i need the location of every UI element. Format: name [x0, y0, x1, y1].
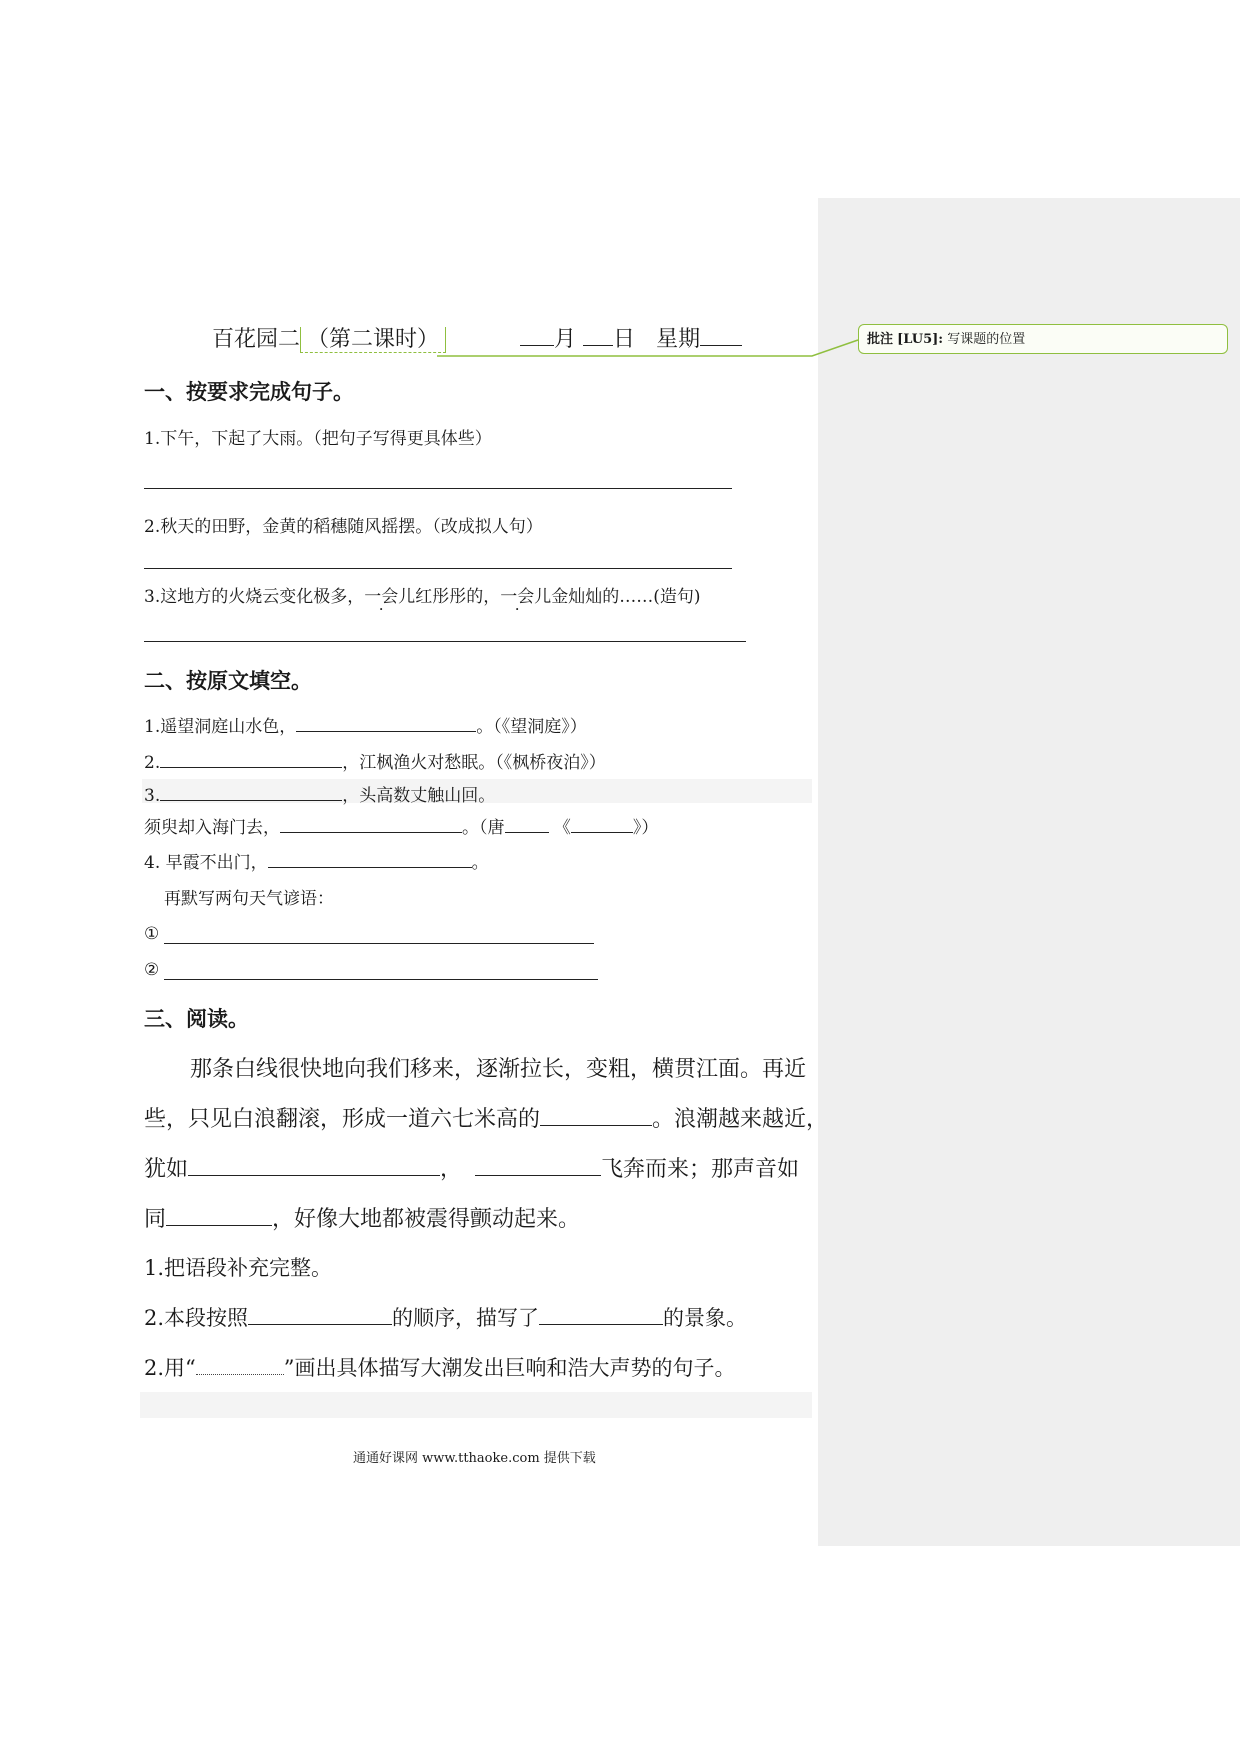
s2-q2-post: ，江枫渔火对愁眠。（《枫桥夜泊》）: [342, 753, 606, 773]
footer-text: 通通好课网 www.tthaoke.com 提供下载: [353, 1451, 596, 1466]
s2-question-3: [144, 781, 495, 806]
s2-q3-blank[interactable]: [160, 799, 342, 801]
day-label: 日: [613, 327, 636, 352]
s2-q1-pre: 1.遥望洞庭山水色，: [144, 717, 297, 737]
s2-q4-pre: 4. 早霞不出门，: [144, 853, 268, 873]
weekday-blank[interactable]: [700, 344, 742, 346]
s1-question-1: 1.下午，下起了大雨。（把句子写得更具体些）: [144, 429, 492, 449]
s3-q2c: 的景象。: [663, 1306, 748, 1330]
section2-heading: 二、按原文填空。: [144, 669, 312, 693]
s3-question-1: 1.把语段补充完整。: [144, 1256, 333, 1280]
s2-question-4: [144, 848, 489, 873]
s2-circle-2: ②: [144, 960, 160, 980]
comment-text: 写课题的位置: [947, 332, 1026, 347]
s2-q3b-close: 》）: [632, 818, 659, 838]
s2-proverb-line-1[interactable]: [164, 943, 594, 944]
s1-question-3: [144, 582, 701, 607]
s1-q3-emphasis-1: 一会: [364, 587, 399, 607]
s2-q4-blank[interactable]: [268, 866, 472, 868]
s3-question-2: [144, 1302, 747, 1332]
s2-proverb-line-2[interactable]: [164, 979, 598, 980]
weekday-label: 星期: [656, 327, 701, 352]
s3-q3a: 2.用“: [144, 1356, 196, 1380]
s3-q2b: 的顺序，描写了: [392, 1306, 540, 1330]
comment-label: 批注: [867, 332, 894, 347]
s1-answer-line-3[interactable]: [144, 641, 746, 642]
passage-3a: 犹如: [144, 1157, 189, 1182]
passage-line-1: 那条白线很快地向我们移来，逐渐拉长，变粗，横贯江面。再近: [190, 1057, 807, 1082]
s2-author-blank[interactable]: [505, 831, 549, 833]
passage-4a: 同: [144, 1207, 167, 1232]
s3-q2-blank-2[interactable]: [539, 1323, 663, 1325]
passage-3c: 飞奔而来；那声音如: [601, 1157, 800, 1182]
passage-2b: 。浪潮越来越近，: [652, 1107, 829, 1132]
s3-q2a: 2.本段按照: [144, 1306, 249, 1330]
s1-answer-line-1[interactable]: [144, 488, 732, 489]
passage-blank-3[interactable]: [475, 1174, 601, 1176]
s2-question-2: [144, 748, 606, 773]
passage-line-2: [144, 1102, 828, 1133]
s2-q2-blank[interactable]: [160, 766, 342, 768]
wavy-underline-sample: [196, 1368, 284, 1375]
passage-blank-2[interactable]: [188, 1174, 440, 1176]
s2-q2-pre: 2.: [144, 753, 161, 773]
month-label: 月: [554, 327, 577, 352]
passage-4b: ，好像大地都被震得颤动起来。: [272, 1207, 581, 1232]
comment-balloon[interactable]: [858, 324, 1228, 354]
s2-q3-pre: 3.: [144, 786, 161, 806]
s2-q3b-open: 《: [553, 818, 571, 838]
s2-q3b-pre: 须臾却入海门去，: [144, 818, 280, 838]
passage-line-4: [144, 1202, 580, 1233]
s1-question-2: 2.秋天的田野，金黄的稻穗随风摇摆。（改成拟人句）: [144, 517, 543, 537]
s2-q4-post: 。: [471, 853, 489, 873]
s2-poem-title-blank[interactable]: [571, 831, 633, 833]
passage-line-3: [144, 1152, 799, 1183]
s1-q3-part-c: 儿红彤彤的，: [398, 587, 501, 607]
day-blank[interactable]: [583, 344, 613, 346]
lesson-marker[interactable]: （第二课时）: [300, 327, 446, 353]
s3-q2-blank-1[interactable]: [248, 1323, 392, 1325]
s2-question-5: 再默写两句天气谚语：: [164, 889, 334, 909]
month-blank[interactable]: [520, 344, 554, 346]
s1-q3-part-e: 儿金灿灿的……(造句): [534, 587, 701, 607]
passage-blank-1[interactable]: [540, 1124, 652, 1126]
s1-answer-line-2[interactable]: [144, 568, 732, 569]
s3-q3b: ”画出具体描写大潮发出巨响和浩大声势的句子。: [283, 1356, 736, 1380]
s3-question-3: [144, 1352, 736, 1382]
s2-circle-1: ①: [144, 924, 160, 944]
passage-3b: ，: [440, 1157, 463, 1182]
s2-q3b-blank[interactable]: [280, 831, 462, 833]
passage-blank-4[interactable]: [166, 1224, 272, 1226]
passage-2a: 些，只见白浪翻滚，形成一道六七米高的: [144, 1107, 541, 1132]
s2-q3b-dynasty: 。（唐: [462, 818, 505, 838]
s2-q1-blank[interactable]: [296, 730, 476, 732]
s1-q3-part-a: 3.这地方的火烧云变化极多，: [144, 587, 365, 607]
s1-q3-emphasis-2: 一会: [500, 587, 535, 607]
comment-author: [LU5]:: [897, 332, 944, 347]
s2-q3-post: ，头高数丈触山回。: [342, 786, 496, 806]
section3-heading: 三、阅读。: [144, 1007, 249, 1031]
s2-question-3b: [144, 813, 658, 838]
empty-shaded-row: [140, 1392, 812, 1418]
s2-question-1: [144, 712, 587, 737]
comment-margin-pane: [818, 198, 1240, 1546]
section1-heading: 一、按要求完成句子。: [144, 380, 354, 404]
s2-q1-post: 。（《望洞庭》）: [476, 717, 587, 737]
worksheet-title-line: [212, 322, 742, 353]
page-title: 百花园二: [212, 327, 301, 352]
